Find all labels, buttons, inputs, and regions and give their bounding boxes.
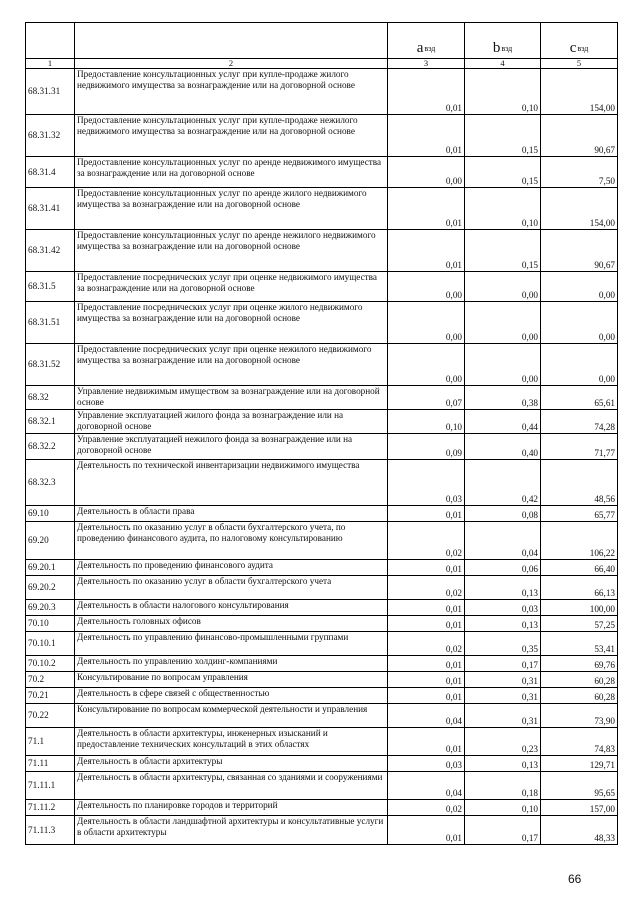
table-row — [26, 616, 618, 632]
description-cell: Управление недвижимым имуществом за вознаграждение или на договорной основе — [75, 386, 388, 410]
table-row — [26, 816, 618, 845]
value-b-cell: 0,40 — [465, 434, 541, 460]
value-b-cell: 0,10 — [465, 69, 541, 115]
column-index: 5 — [541, 59, 618, 69]
description-cell: Предоставление консультационных услуг по аренде нежилого недвижимого имущества за вознаграждение или на договорной основе — [75, 230, 388, 272]
code-cell: 68.31.51 — [26, 302, 75, 344]
code-cell: 68.31.52 — [26, 344, 75, 386]
description-cell: Предоставление консультационных услуг по аренде недвижимого имущества за вознаграждение или на договорной основе — [75, 157, 388, 188]
value-b-cell: 0,04 — [465, 522, 541, 560]
code-cell: 71.1 — [26, 728, 75, 756]
description-cell: Предоставление консультационных услуг при купле-продаже нежилого недвижимого имущества за вознаграждение или на договорной основе — [75, 115, 388, 157]
value-c-cell: 90,67 — [541, 115, 618, 157]
value-c-cell: 53,41 — [541, 632, 618, 656]
code-cell: 69.20.2 — [26, 576, 75, 600]
table-row — [26, 157, 618, 188]
table-row — [26, 576, 618, 600]
value-b-cell: 0,00 — [465, 344, 541, 386]
description-cell: Деятельность по оказанию услуг в области бухгалтерского учета — [75, 576, 388, 600]
value-b-cell: 0,03 — [465, 600, 541, 616]
code-cell: 68.32 — [26, 386, 75, 410]
code-cell: 68.31.4 — [26, 157, 75, 188]
value-c-cell: 95,65 — [541, 772, 618, 800]
description-cell: Деятельность в области архитектуры, связанная со зданиями и сооружениями — [75, 772, 388, 800]
header-col-b: $b_{вэд}$ — [465, 23, 541, 59]
value-b-cell: 0,13 — [465, 576, 541, 600]
column-index: 1 — [26, 59, 75, 69]
value-a-cell: 0,01 — [388, 69, 465, 115]
description-cell: Предоставление посреднических услуг при оценке нежилого недвижимого имущества за вознаграждение или на договорной основе — [75, 344, 388, 386]
value-a-cell: 0,07 — [388, 386, 465, 410]
table-row — [26, 434, 618, 460]
value-b-cell: 0,13 — [465, 756, 541, 772]
description-cell: Деятельность по проведению финансового аудита — [75, 560, 388, 576]
code-cell: 70.10 — [26, 616, 75, 632]
table-row — [26, 230, 618, 272]
column-index: 2 — [75, 59, 388, 69]
value-c-cell: 60,28 — [541, 672, 618, 688]
code-cell: 68.32.3 — [26, 460, 75, 506]
description-cell: Консультирование по вопросам управления — [75, 672, 388, 688]
table-row — [26, 115, 618, 157]
value-b-cell: 0,00 — [465, 272, 541, 302]
code-cell: 69.20 — [26, 522, 75, 560]
table-row — [26, 632, 618, 656]
description-cell: Деятельность в области права — [75, 506, 388, 522]
value-c-cell: 48,33 — [541, 816, 618, 845]
description-cell: Деятельность в области архитектуры — [75, 756, 388, 772]
value-a-cell: 0,04 — [388, 772, 465, 800]
value-c-cell: 0,00 — [541, 272, 618, 302]
value-c-cell: 0,00 — [541, 302, 618, 344]
value-b-cell: 0,17 — [465, 656, 541, 672]
value-a-cell: 0,02 — [388, 576, 465, 600]
value-b-cell: 0,31 — [465, 672, 541, 688]
table-row — [26, 460, 618, 506]
value-b-cell: 0,15 — [465, 230, 541, 272]
value-c-cell: 69,76 — [541, 656, 618, 672]
value-a-cell: 0,01 — [388, 560, 465, 576]
description-cell: Деятельность по управлению холдинг-компаниями — [75, 656, 388, 672]
table-row — [26, 672, 618, 688]
value-a-cell: 0,00 — [388, 302, 465, 344]
code-cell: 69.20.1 — [26, 560, 75, 576]
value-a-cell: 0,02 — [388, 632, 465, 656]
value-b-cell: 0,38 — [465, 386, 541, 410]
table-row — [26, 522, 618, 560]
code-cell: 71.11.3 — [26, 816, 75, 845]
value-c-cell: 0,00 — [541, 344, 618, 386]
value-c-cell: 65,77 — [541, 506, 618, 522]
table-row — [26, 386, 618, 410]
value-a-cell: 0,09 — [388, 434, 465, 460]
value-b-cell: 0,17 — [465, 816, 541, 845]
table-row — [26, 69, 618, 115]
value-a-cell: 0,01 — [388, 230, 465, 272]
value-c-cell: 100,00 — [541, 600, 618, 616]
value-c-cell: 60,28 — [541, 688, 618, 704]
table-row — [26, 272, 618, 302]
value-b-cell: 0,44 — [465, 410, 541, 434]
table-row — [26, 410, 618, 434]
value-a-cell: 0,02 — [388, 522, 465, 560]
value-a-cell: 0,01 — [388, 188, 465, 230]
value-a-cell: 0,01 — [388, 816, 465, 845]
value-b-cell: 0,42 — [465, 460, 541, 506]
description-cell: Деятельность по управлению финансово-промышленными группами — [75, 632, 388, 656]
table-row — [26, 704, 618, 728]
value-b-cell: 0,15 — [465, 157, 541, 188]
description-cell: Управление эксплуатацией жилого фонда за вознаграждение или на договорной основе — [75, 410, 388, 434]
value-a-cell: 0,03 — [388, 756, 465, 772]
value-c-cell: 73,90 — [541, 704, 618, 728]
description-cell: Предоставление консультационных услуг при купле-продаже жилого недвижимого имущества за вознаграждение или на договорной основе — [75, 69, 388, 115]
code-cell: 68.31.32 — [26, 115, 75, 157]
code-cell: 70.2 — [26, 672, 75, 688]
value-c-cell: 90,67 — [541, 230, 618, 272]
value-a-cell: 0,01 — [388, 728, 465, 756]
page-number: 66 — [568, 872, 582, 886]
value-a-cell: 0,00 — [388, 272, 465, 302]
description-cell: Предоставление посреднических услуг при оценке жилого недвижимого имущества за вознаграждение или на договорной основе — [75, 302, 388, 344]
value-c-cell: 154,00 — [541, 69, 618, 115]
value-a-cell: 0,01 — [388, 506, 465, 522]
column-index: 4 — [465, 59, 541, 69]
header-code-cell — [26, 23, 75, 59]
value-a-cell: 0,10 — [388, 410, 465, 434]
description-cell: Деятельность головных офисов — [75, 616, 388, 632]
value-c-cell: 157,00 — [541, 800, 618, 816]
code-cell: 68.32.2 — [26, 434, 75, 460]
table-row — [26, 506, 618, 522]
value-c-cell: 66,13 — [541, 576, 618, 600]
code-cell: 68.32.1 — [26, 410, 75, 434]
value-b-cell: 0,23 — [465, 728, 541, 756]
value-a-cell: 0,02 — [388, 800, 465, 816]
description-cell: Деятельность по технической инвентаризации недвижимого имущества — [75, 460, 388, 506]
table-row — [26, 772, 618, 800]
header-col-c: $c_{вэд}$ — [541, 23, 618, 59]
value-a-cell: 0,01 — [388, 656, 465, 672]
coefficients-table — [25, 22, 618, 845]
value-a-cell: 0,00 — [388, 344, 465, 386]
value-c-cell: 48,56 — [541, 460, 618, 506]
code-cell: 70.22 — [26, 704, 75, 728]
description-cell: Управление эксплуатацией нежилого фонда за вознаграждение или на договорной основе — [75, 434, 388, 460]
code-cell: 68.31.42 — [26, 230, 75, 272]
code-cell: 71.11.2 — [26, 800, 75, 816]
header-desc-cell — [75, 23, 388, 59]
table-row — [26, 800, 618, 816]
value-b-cell: 0,08 — [465, 506, 541, 522]
value-c-cell: 7,50 — [541, 157, 618, 188]
value-a-cell: 0,01 — [388, 115, 465, 157]
description-cell: Консультирование по вопросам коммерческой деятельности и управления — [75, 704, 388, 728]
value-b-cell: 0,35 — [465, 632, 541, 656]
value-a-cell: 0,00 — [388, 157, 465, 188]
table-row — [26, 688, 618, 704]
value-c-cell: 106,22 — [541, 522, 618, 560]
value-a-cell: 0,01 — [388, 688, 465, 704]
value-b-cell: 0,15 — [465, 115, 541, 157]
header-row — [26, 23, 618, 59]
column-index: 3 — [388, 59, 465, 69]
column-index-row — [26, 59, 618, 69]
value-b-cell: 0,10 — [465, 800, 541, 816]
code-cell: 69.20.3 — [26, 600, 75, 616]
value-b-cell: 0,10 — [465, 188, 541, 230]
value-c-cell: 66,40 — [541, 560, 618, 576]
table-row — [26, 188, 618, 230]
value-a-cell: 0,01 — [388, 600, 465, 616]
value-c-cell: 129,71 — [541, 756, 618, 772]
value-b-cell: 0,31 — [465, 704, 541, 728]
header-col-a: $a_{вэд}$ — [388, 23, 465, 59]
code-cell: 68.31.41 — [26, 188, 75, 230]
value-c-cell: 74,83 — [541, 728, 618, 756]
description-cell: Предоставление посреднических услуг при оценке недвижимого имущества за вознаграждение или на договорной основе — [75, 272, 388, 302]
code-cell: 71.11.1 — [26, 772, 75, 800]
value-b-cell: 0,31 — [465, 688, 541, 704]
table-row — [26, 756, 618, 772]
value-a-cell: 0,01 — [388, 616, 465, 632]
table-row — [26, 600, 618, 616]
value-a-cell: 0,03 — [388, 460, 465, 506]
code-cell: 68.31.31 — [26, 69, 75, 115]
value-b-cell: 0,00 — [465, 302, 541, 344]
code-cell: 69.10 — [26, 506, 75, 522]
code-cell: 70.21 — [26, 688, 75, 704]
description-cell: Деятельность в области ландшафтной архитектуры и консультативные услуги в области архитектуры — [75, 816, 388, 845]
description-cell: Деятельность по планировке городов и территорий — [75, 800, 388, 816]
table-row — [26, 728, 618, 756]
value-c-cell: 74,28 — [541, 410, 618, 434]
table-row — [26, 656, 618, 672]
value-a-cell: 0,04 — [388, 704, 465, 728]
description-cell: Деятельность в области архитектуры, инженерных изысканий и предоставление технических консультаций в этих областях — [75, 728, 388, 756]
table-row — [26, 344, 618, 386]
table-row — [26, 302, 618, 344]
code-cell: 70.10.2 — [26, 656, 75, 672]
value-b-cell: 0,13 — [465, 616, 541, 632]
code-cell: 70.10.1 — [26, 632, 75, 656]
table-row — [26, 560, 618, 576]
description-cell: Предоставление консультационных услуг по аренде жилого недвижимого имущества за вознаграждение или на договорной основе — [75, 188, 388, 230]
value-a-cell: 0,01 — [388, 672, 465, 688]
value-c-cell: 65,61 — [541, 386, 618, 410]
description-cell: Деятельность по оказанию услуг в области бухгалтерского учета, по проведению финансового аудита, по налоговому консультированию — [75, 522, 388, 560]
code-cell: 71.11 — [26, 756, 75, 772]
value-b-cell: 0,18 — [465, 772, 541, 800]
description-cell: Деятельность в области налогового консультирования — [75, 600, 388, 616]
value-b-cell: 0,06 — [465, 560, 541, 576]
description-cell: Деятельность в сфере связей с общественностью — [75, 688, 388, 704]
value-c-cell: 154,00 — [541, 188, 618, 230]
value-c-cell: 71,77 — [541, 434, 618, 460]
code-cell: 68.31.5 — [26, 272, 75, 302]
value-c-cell: 57,25 — [541, 616, 618, 632]
